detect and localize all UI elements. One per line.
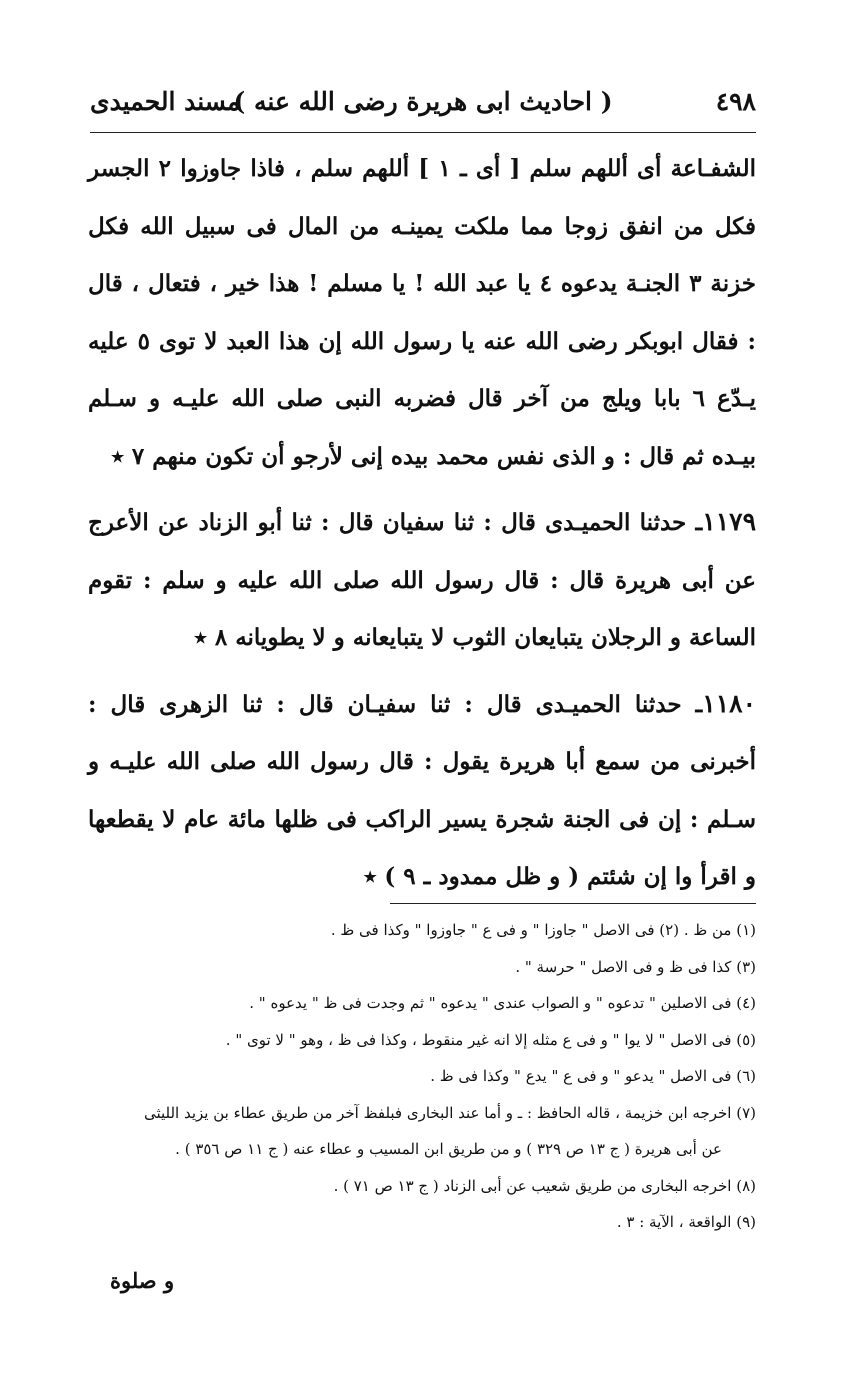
footnote-8: (٨) اخرجه البخارى من طريق شعيب عن أبى الزناد ( ج ١٣ ص ٧١ ) . bbox=[333, 1176, 756, 1195]
footnote-5: (٥) فى الاصل " لا يوا " و فى ع مثله إلا انه غير منقوط ، وكذا فى ظ ، وهو " لا توى " . bbox=[225, 1030, 756, 1049]
catchword: و صلوة bbox=[110, 1268, 175, 1293]
hadith-number: ١١٧٩ bbox=[702, 507, 756, 536]
section-title: ( احاديث ابى هريرة رضى الله عنه ) bbox=[233, 87, 613, 116]
footnote-6: (٦) فى الاصل " يدعو " و فى ع " يدع " وكذا فى ظ . bbox=[430, 1067, 756, 1085]
page-header bbox=[90, 82, 756, 126]
header-rule bbox=[90, 132, 756, 133]
footnote-7-continued: عن أبى هريرة ( ج ١٣ ص ٣٢٩ ) و من طريق ابن المسيب و عطاء عنه ( ج ١١ ص ٣٥٦ ) . bbox=[175, 1140, 722, 1158]
hadith-text: ـ حدثنا الحميـدى قال : ثنا سفيان قال : ثنا أبو الزناد عن الأعرج عن أبى هريرة قال : قال رسول الله صلى الله عليه و سلم : تقوم الساعة و الرجلان يتبايعان الثوب لا يتبايعانه و لا يطويانه ٨ ٭ bbox=[88, 509, 756, 651]
footnote-rule bbox=[390, 903, 756, 904]
hadith-number: ١١٨٠ bbox=[702, 688, 756, 718]
footnote-9: (٩) الواقعة ، الآية : ٣ . bbox=[616, 1213, 756, 1231]
footnote-7: (٧) اخرجه ابن خزيمة ، قاله الحافظ : ـ و أما عند البخارى فبلفظ آخر من طريق عطاء بن يزيد الليثى bbox=[143, 1103, 756, 1122]
book-title: مسند الحميدى bbox=[90, 87, 241, 116]
footnote-1-2: (١) من ظ . (٢) فى الاصل " جاوزا " و فى ع " جاوزوا " وكذا فى ظ . bbox=[330, 921, 756, 939]
footnotes bbox=[90, 912, 756, 1241]
footnote-4: (٤) فى الاصلين " تدعوه " و الصواب عندى " يدعوه " ثم وجدت فى ظ " يدعوه " . bbox=[249, 994, 756, 1012]
main-text bbox=[88, 140, 756, 906]
hadith-1180 bbox=[88, 675, 756, 906]
footnote-3: (٣) كذا فى ظ و فى الاصل " حرسة " . bbox=[515, 957, 756, 976]
hadith-1179 bbox=[88, 493, 756, 667]
hadith-continuation: الشفـاعة أى أللهم سلم [ أى ـ ١ ] أللهم سلم ، فاذا جاوزوا ٢ الجسر فكل من انفق زوجا مما ملكت يمينـه من المال فى سبيل الله فكل خزنة ٣ الجنـة يدعوه ٤ يا عبد الله ! يا مسلم ! هذا خير ، فتعال ، قال : فقال ابوبكر رضى الله عنه يا رسول الله إن هذا العبد لا توى ٥ عليه يـدّع ٦ بابا ويلج من آخر قال فضربه النبى صلى الله عليـه و سـلم بيـده ثم قال : و الذى نفس محمد بيده إنى لأرجو أن تكون منهم ٧ ٭ bbox=[88, 155, 756, 470]
page-number: ٤٩٨ bbox=[715, 87, 756, 116]
hadith-text: ـ حدثنا الحميـدى قال : ثنا سفيـان قال : ثنا الزهرى قال : أخبرنى من سمع أبا هريرة يقول : قال رسول الله صلى الله عليـه و سـلم : إن فى الجنة شجرة يسير الراكب فى ظلها مائة عام لا يقطعها و اقرأ وا إن شئتم ( و ظل ممدود ـ ٩ ) ٭ bbox=[88, 690, 756, 890]
